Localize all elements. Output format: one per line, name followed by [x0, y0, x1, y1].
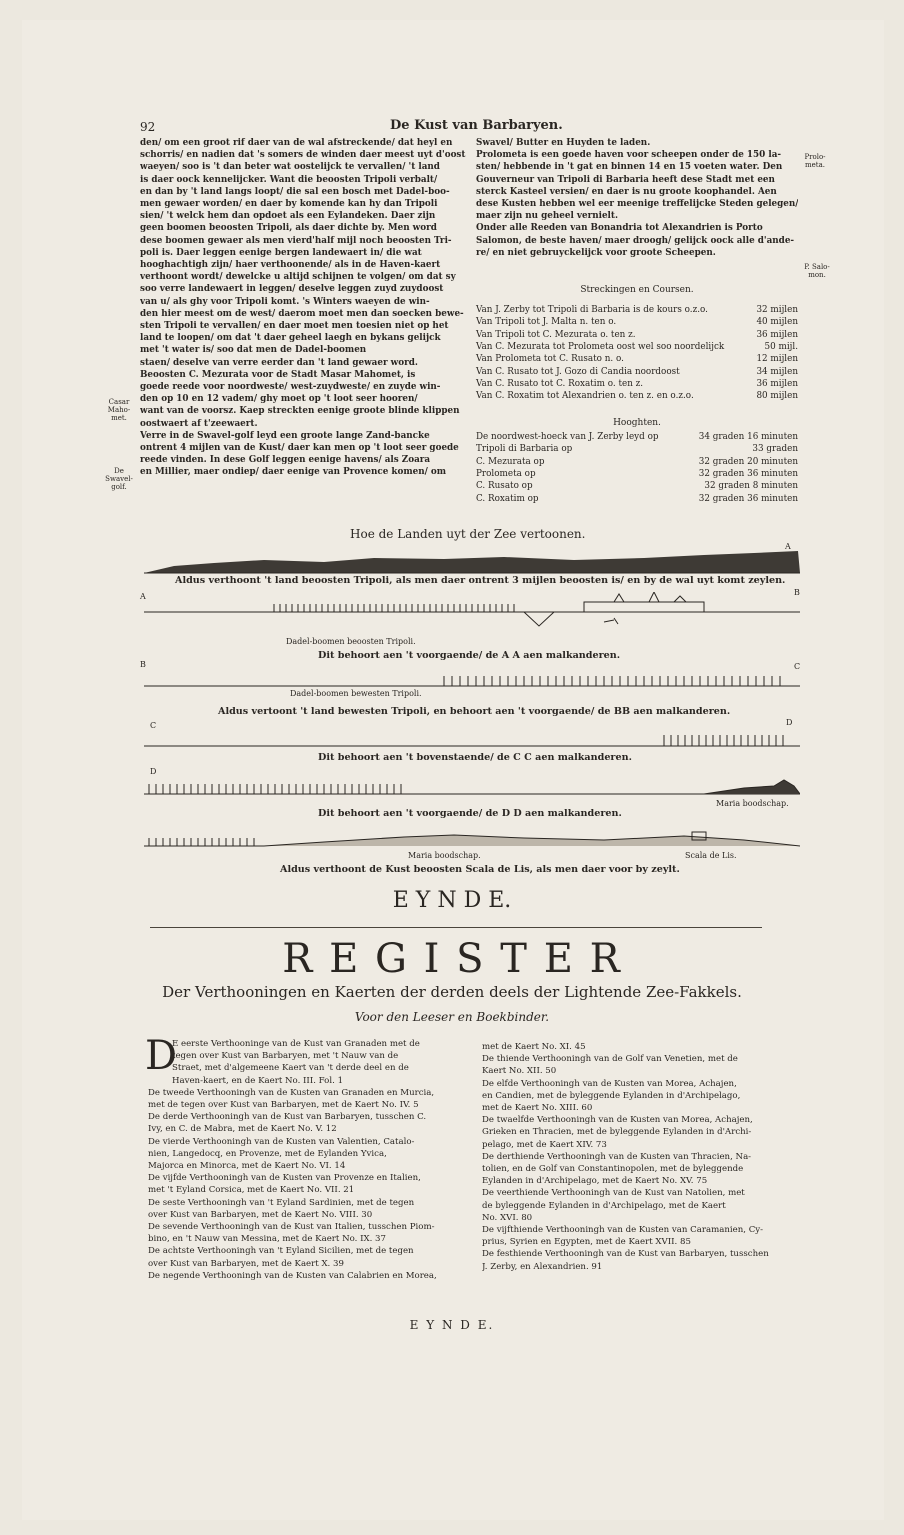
- coast-profile-strip-1: [144, 548, 800, 578]
- text-line: Prolometa is een goede haven voor scheepen onder de 150 la-: [476, 150, 782, 161]
- register-left-column: [148, 1038, 474, 1282]
- text-line: De sevende Verthooningh van de Kust van Italien, tusschen Piom-: [148, 1222, 435, 1233]
- table-cell-label: Van C. Mezurata tot Prolometa oost wel soo noordelijck: [476, 341, 725, 352]
- text-line: van u/ als ghy voor Tripoli komt. 's Winters waeyen de win-: [140, 296, 430, 307]
- text-line: J. Zerby, en Alexandrien. 91: [482, 1261, 603, 1272]
- table-cell-value: 50 mijl.: [764, 341, 798, 352]
- table-cell-value: 32 graden 8 minuten: [704, 481, 798, 492]
- text-line: prius, Syrien en Egypten, met de Kaert XVII. 85: [482, 1237, 691, 1248]
- letter-b-left: B: [140, 660, 146, 669]
- text-line: Kaert No. XII. 50: [482, 1066, 557, 1077]
- letter-d-left: D: [150, 767, 157, 776]
- text-line: oostwaert af t'zeewaert.: [140, 418, 258, 429]
- text-line: over Kust van Barbaryen, met de Kaert X. 39: [148, 1258, 344, 1269]
- text-line: men gewaer worden/ en daer by komende kan hy dan Tripoli: [140, 199, 438, 210]
- eynde-footer: E Y N D E.: [409, 1318, 495, 1332]
- strip-6-label-right: Scala de Lis.: [685, 851, 737, 860]
- table-cell-value: 34 graden 16 minuten: [698, 432, 798, 442]
- table-row: [476, 457, 798, 469]
- table-cell-label: De noordwest-hoeck van J. Zerby leyd op: [476, 432, 659, 442]
- text-line: hooghachtigh zijn/ haer verthoonende/ als in de Haven-kaert: [140, 260, 441, 271]
- text-line: De tweede Verthooningh van de Kusten van Granaden en Murcia,: [148, 1087, 435, 1098]
- text-line: De seste Verthooningh van 't Eyland Sardinien, met de tegen: [148, 1197, 415, 1208]
- text-line: sten/ hebbende in 't gat en binnen 14 en 15 voeten water. Den: [476, 162, 783, 173]
- margin-note-porto-salomon: P. Salo- mon.: [804, 263, 830, 279]
- table-cell-value: 32 graden 36 minuten: [698, 468, 798, 479]
- margin-note-casar-mahomet: Casar Maho- met.: [107, 398, 131, 422]
- text-line: De derde Verthooningh van de Kust van Barbaryen, tusschen C.: [148, 1112, 427, 1123]
- text-line: geen boomen beoosten Tripoli, als daer dichte by. Men word: [140, 223, 437, 234]
- text-line: den op 10 en 12 vadem/ ghy moet op 't loot seer hooren/: [140, 394, 418, 405]
- table-cell-value: 33 graden: [752, 444, 798, 455]
- table-cell-label: C. Rusato op: [476, 481, 533, 492]
- text-line: tegen over Kust van Barbaryen, met 't Nauw van de: [172, 1051, 399, 1062]
- text-line: soo verre landewaert in leggen/ deselve leggen zuyd zuydoost: [140, 284, 444, 295]
- text-line: de byleggende Eylanden in d'Archipelago, met de Kaert: [482, 1200, 726, 1211]
- table-row: [476, 494, 798, 506]
- text-line: re/ en niet gebruyckelijck voor groote Scheepen.: [476, 247, 716, 258]
- final-profile-caption: Aldus verthoont de Kust beoosten Scala de Lis, als men daer voor by zeylt.: [280, 864, 680, 875]
- text-line: bino, en 't Nauw van Messina, met de Kaert No. IX. 37: [148, 1234, 386, 1245]
- table-row: [476, 330, 798, 342]
- text-line: en Candien, met de byleggende Eylanden in d'Archipelago,: [482, 1090, 741, 1101]
- table-row: [476, 342, 798, 354]
- text-line: sien/ 't welck hem dan opdoet als een Eylandeken. Daer zijn: [140, 211, 436, 222]
- text-line: Swavel/ Butter en Huyden te laden.: [476, 138, 651, 148]
- table-cell-label: Van Prolometa tot C. Rusato n. o.: [476, 354, 624, 365]
- text-line: De vijfthiende Verthooningh van de Kusten van Caramanien, Cy-: [482, 1225, 764, 1236]
- text-line: met 't water is/ soo dat men de Dadel-boomen: [140, 345, 367, 356]
- table-row: [476, 317, 798, 329]
- table-row: [476, 432, 798, 444]
- hooghten-heading: Hooghten.: [613, 418, 661, 428]
- letter-d-right: D: [786, 718, 793, 727]
- text-line: poli is. Daer leggen eenige bergen landewaert in/ die wat: [140, 247, 422, 258]
- text-line: is daer oock kennelijcker. Want die beoosten Tripoli verbalt/: [140, 174, 438, 185]
- right-text-column: [476, 137, 798, 259]
- drop-cap: D: [145, 1033, 178, 1079]
- text-line: want van de voorsz. Kaep streckten eenige groote blinde klippen: [140, 406, 460, 417]
- register-subsubtitle: Voor den Leeser en Boekbinder.: [354, 1010, 550, 1024]
- text-line: goede reede voor noordweste/ west-zuydweste/ en zuyde win-: [140, 382, 441, 393]
- table-cell-label: Tripoli di Barbaria op: [476, 444, 573, 455]
- strip-4-caption: Dit behoort aen 't bovenstaende/ de C C aen malkanderen.: [318, 752, 632, 763]
- table-cell-value: 80 mijlen: [756, 391, 798, 402]
- text-line: verthoont wordt/ dewelcke u altijd schijnen te volgen/ om dat sy: [140, 272, 456, 283]
- text-line: pelago, met de Kaert XIV. 73: [482, 1139, 607, 1150]
- table-row: [476, 444, 798, 456]
- section-divider-rule: [150, 927, 762, 928]
- letter-a-left: A: [140, 592, 146, 601]
- coast-profile-strip-5: [144, 774, 800, 798]
- text-line: sterck Kasteel versien/ en daer is nu groote koophandel. Aen: [476, 186, 777, 197]
- coast-profile-strip-6: [144, 826, 800, 850]
- register-right-column: [482, 1041, 804, 1273]
- table-cell-value: 34 mijlen: [756, 366, 798, 377]
- table-cell-value: 32 mijlen: [756, 305, 798, 315]
- text-line: Beoosten C. Mezurata voor de Stadt Masar Mahomet, is: [140, 369, 416, 380]
- text-line: over Kust van Barbaryen, met de Kaert No. VIII. 30: [148, 1209, 373, 1220]
- text-line: De negende Verthooningh van de Kusten van Calabrien en Morea,: [148, 1270, 437, 1281]
- coast-profile-strip-4: [144, 728, 800, 750]
- table-cell-label: C. Mezurata op: [476, 456, 545, 467]
- text-line: De derthiende Verthooningh van de Kusten van Thracien, Na-: [482, 1151, 752, 1162]
- text-line: tolien, en de Golf van Constantinopolen, met de byleggende: [482, 1164, 744, 1175]
- text-line: dese Kusten hebben wel eer meenige treffelijcke Steden gelegen/: [476, 199, 798, 210]
- left-text-column: [140, 137, 466, 479]
- table-cell-label: Van J. Zerby tot Tripoli di Barbaria is de kours o.z.o.: [476, 305, 708, 315]
- text-line: sten Tripoli te vervallen/ en daer moet men toesien niet op het: [140, 321, 449, 332]
- text-line: reede vinden. In dese Golf leggen eenige havens/ als Zoara: [140, 455, 431, 466]
- text-line: Gouverneur van Tripoli di Barbaria heeft dese Stadt met een: [476, 174, 775, 185]
- table-cell-label: Prolometa op: [476, 468, 536, 479]
- text-line: Onder alle Reeden van Bonandria tot Alexandrien is Porto: [476, 223, 763, 234]
- text-line: De vierde Verthooningh van de Kusten van Valentien, Catalo-: [148, 1136, 415, 1147]
- text-line: nien, Langedocq, en Provenze, met de Eylanden Yvica,: [148, 1148, 387, 1159]
- text-line: Ivy, en C. de Mabra, met de Kaert No. V. 12: [148, 1124, 337, 1135]
- text-line: De achtste Verthooningh van 't Eyland Sicilien, met de tegen: [148, 1246, 414, 1257]
- text-line: land te loopen/ om dat 't daer geheel laegh en bykans gelijck: [140, 333, 441, 344]
- table-row: [476, 379, 798, 391]
- text-line: De veerthiende Verthooningh van de Kust van Natolien, met: [482, 1188, 745, 1199]
- register-title: R E G I S T E R: [282, 936, 622, 982]
- strip-2-caption: Dit behoort aen 't voorgaende/ de A A aen malkanderen.: [318, 650, 621, 661]
- text-line: waeyen/ soo is 't dan beter wat oostelijck te vervallen/ 't land: [140, 162, 440, 173]
- table-row: [476, 469, 798, 481]
- table-row: [476, 305, 798, 317]
- letter-c-left: C: [150, 721, 157, 730]
- coast-profile-strip-3: [144, 670, 800, 690]
- table-row: [476, 481, 798, 493]
- table-cell-value: 40 mijlen: [756, 317, 798, 328]
- text-line: met de tegen over Kust van Barbaryen, met de Kaert No. IV. 5: [148, 1100, 419, 1111]
- table-cell-label: Van C. Roxatim tot Alexandrien o. ten z. en o.z.o.: [476, 391, 694, 402]
- letter-c-right: C: [794, 662, 801, 671]
- text-line: Straet, met d'algemeene Kaert van 't derde deel en de: [172, 1063, 409, 1074]
- text-line: Grieken en Thracien, met de byleggende Eylanden in d'Archi-: [482, 1127, 752, 1138]
- strip-3-label: Dadel-boomen bewesten Tripoli.: [290, 689, 422, 698]
- text-line: De twaelfde Verthooningh van de Kusten van Morea, Achajen,: [482, 1115, 753, 1126]
- text-line: schorris/ en nadien dat 's somers de winden daer meest uyt d'oost: [140, 150, 466, 161]
- strip-5-caption: Dit behoort aen 't voorgaende/ de D D aen malkanderen.: [318, 808, 622, 819]
- table-cell-value: 32 graden 36 minuten: [698, 493, 798, 504]
- text-line: dese boomen gewaer als men vierd'half mijl noch beoosten Tri-: [140, 235, 452, 246]
- text-line: Salomon, de beste haven/ maer droogh/ gelijck oock alle d'ande-: [476, 235, 795, 246]
- profiles-heading: Hoe de Landen uyt der Zee vertoonen.: [350, 527, 586, 541]
- text-line: Eylanden in d'Archipelago, met de Kaert No. XV. 75: [482, 1176, 708, 1187]
- text-line: met de Kaert No. XI. 45: [482, 1042, 586, 1052]
- text-line: Haven-kaert, en de Kaert No. III. Fol. 1: [172, 1075, 344, 1086]
- text-line: den hier meest om de west/ daerom moet men dan soecken bewe-: [140, 308, 464, 319]
- table-row: [476, 391, 798, 403]
- table-cell-label: Van C. Rusato tot C. Roxatim o. ten z.: [476, 378, 644, 389]
- text-line: De thiende Verthooningh van de Golf van Venetien, met de: [482, 1054, 738, 1065]
- table-row: [476, 354, 798, 366]
- text-line: E eerste Verthooninge van de Kust van Granaden met de: [172, 1039, 420, 1049]
- table-cell-value: 32 graden 20 minuten: [698, 456, 798, 467]
- table-cell-label: C. Roxatim op: [476, 493, 539, 504]
- text-line: Majorca en Minorca, met de Kaert No. VI. 14: [148, 1161, 346, 1172]
- text-line: Verre in de Swavel-golf leyd een groote lange Zand-bancke: [140, 430, 430, 441]
- register-subtitle: Der Verthooningen en Kaerten der derden deels der Lightende Zee-Fakkels.: [162, 983, 742, 1001]
- table-cell-value: 36 mijlen: [756, 329, 798, 340]
- strip-1-caption: Aldus verthoont 't land beoosten Tripoli, als men daer ontrent 3 mijlen beoosten is/ en by de wal uyt komt zeylen.: [175, 575, 786, 586]
- margin-note-prolometa: Prolo- meta.: [804, 153, 826, 169]
- text-line: De festhiende Verthooningh van de Kust van Barbaryen, tusschen: [482, 1249, 769, 1260]
- page-number: 92: [140, 120, 156, 134]
- letter-a-right: A: [785, 542, 791, 551]
- text-line: maer zijn nu geheel vernielt.: [476, 211, 619, 222]
- text-line: en dan by 't land langs loopt/ die sal een bosch met Dadel-boo-: [140, 186, 450, 197]
- table-cell-value: 12 mijlen: [756, 354, 798, 365]
- text-line: en Millier, maer ondiep/ daer eenige van Provence komen/ om: [140, 467, 447, 478]
- text-line: De elfde Verthooningh van de Kusten van Morea, Achajen,: [482, 1078, 737, 1089]
- table-cell-label: Van Tripoli tot C. Mezurata o. ten z.: [476, 329, 636, 340]
- running-title: De Kust van Barbaryen.: [390, 118, 563, 133]
- strip-2-label: Dadel-boomen beoosten Tripoli.: [286, 637, 416, 646]
- text-line: ontrent 4 mijlen van de Kust/ daer kan men op 't loot seer goede: [140, 443, 459, 454]
- table-cell-value: 36 mijlen: [756, 378, 798, 389]
- letter-b-right: B: [794, 588, 800, 597]
- text-line: staen/ deselve van verre eerder dan 't land gewaer word.: [140, 357, 418, 368]
- text-line: den/ om een groot rif daer van de wal afstreckende/ dat heyl en: [140, 138, 453, 148]
- text-line: met de Kaert No. XIII. 60: [482, 1103, 593, 1114]
- table-cell-label: Van Tripoli tot J. Malta n. ten o.: [476, 317, 617, 328]
- table-row: [476, 367, 798, 379]
- margin-note-swavel-golf: De Swavel- golf.: [105, 467, 133, 491]
- text-line: met 't Eyland Corsica, met de Kaert No. VII. 21: [148, 1185, 355, 1196]
- coast-profile-strip-2-tripoli: [144, 592, 800, 634]
- eynde-heading: E Y N D E.: [392, 888, 512, 913]
- strip-3-caption: Aldus vertoont 't land bewesten Tripoli, en behoort aen 't voorgaende/ de BB aen malkanderen.: [218, 706, 731, 717]
- strip-5-label: Maria boodschap.: [716, 799, 789, 808]
- strip-6-label-left: Maria boodschap.: [408, 851, 481, 860]
- streckingen-heading: Streckingen en Coursen.: [580, 285, 694, 295]
- text-line: No. XVI. 80: [482, 1212, 533, 1223]
- text-line: De vijfde Verthooningh van de Kusten van Provenze en Italien,: [148, 1173, 421, 1184]
- table-cell-label: Van C. Rusato tot J. Gozo di Candia noordoost: [476, 366, 680, 377]
